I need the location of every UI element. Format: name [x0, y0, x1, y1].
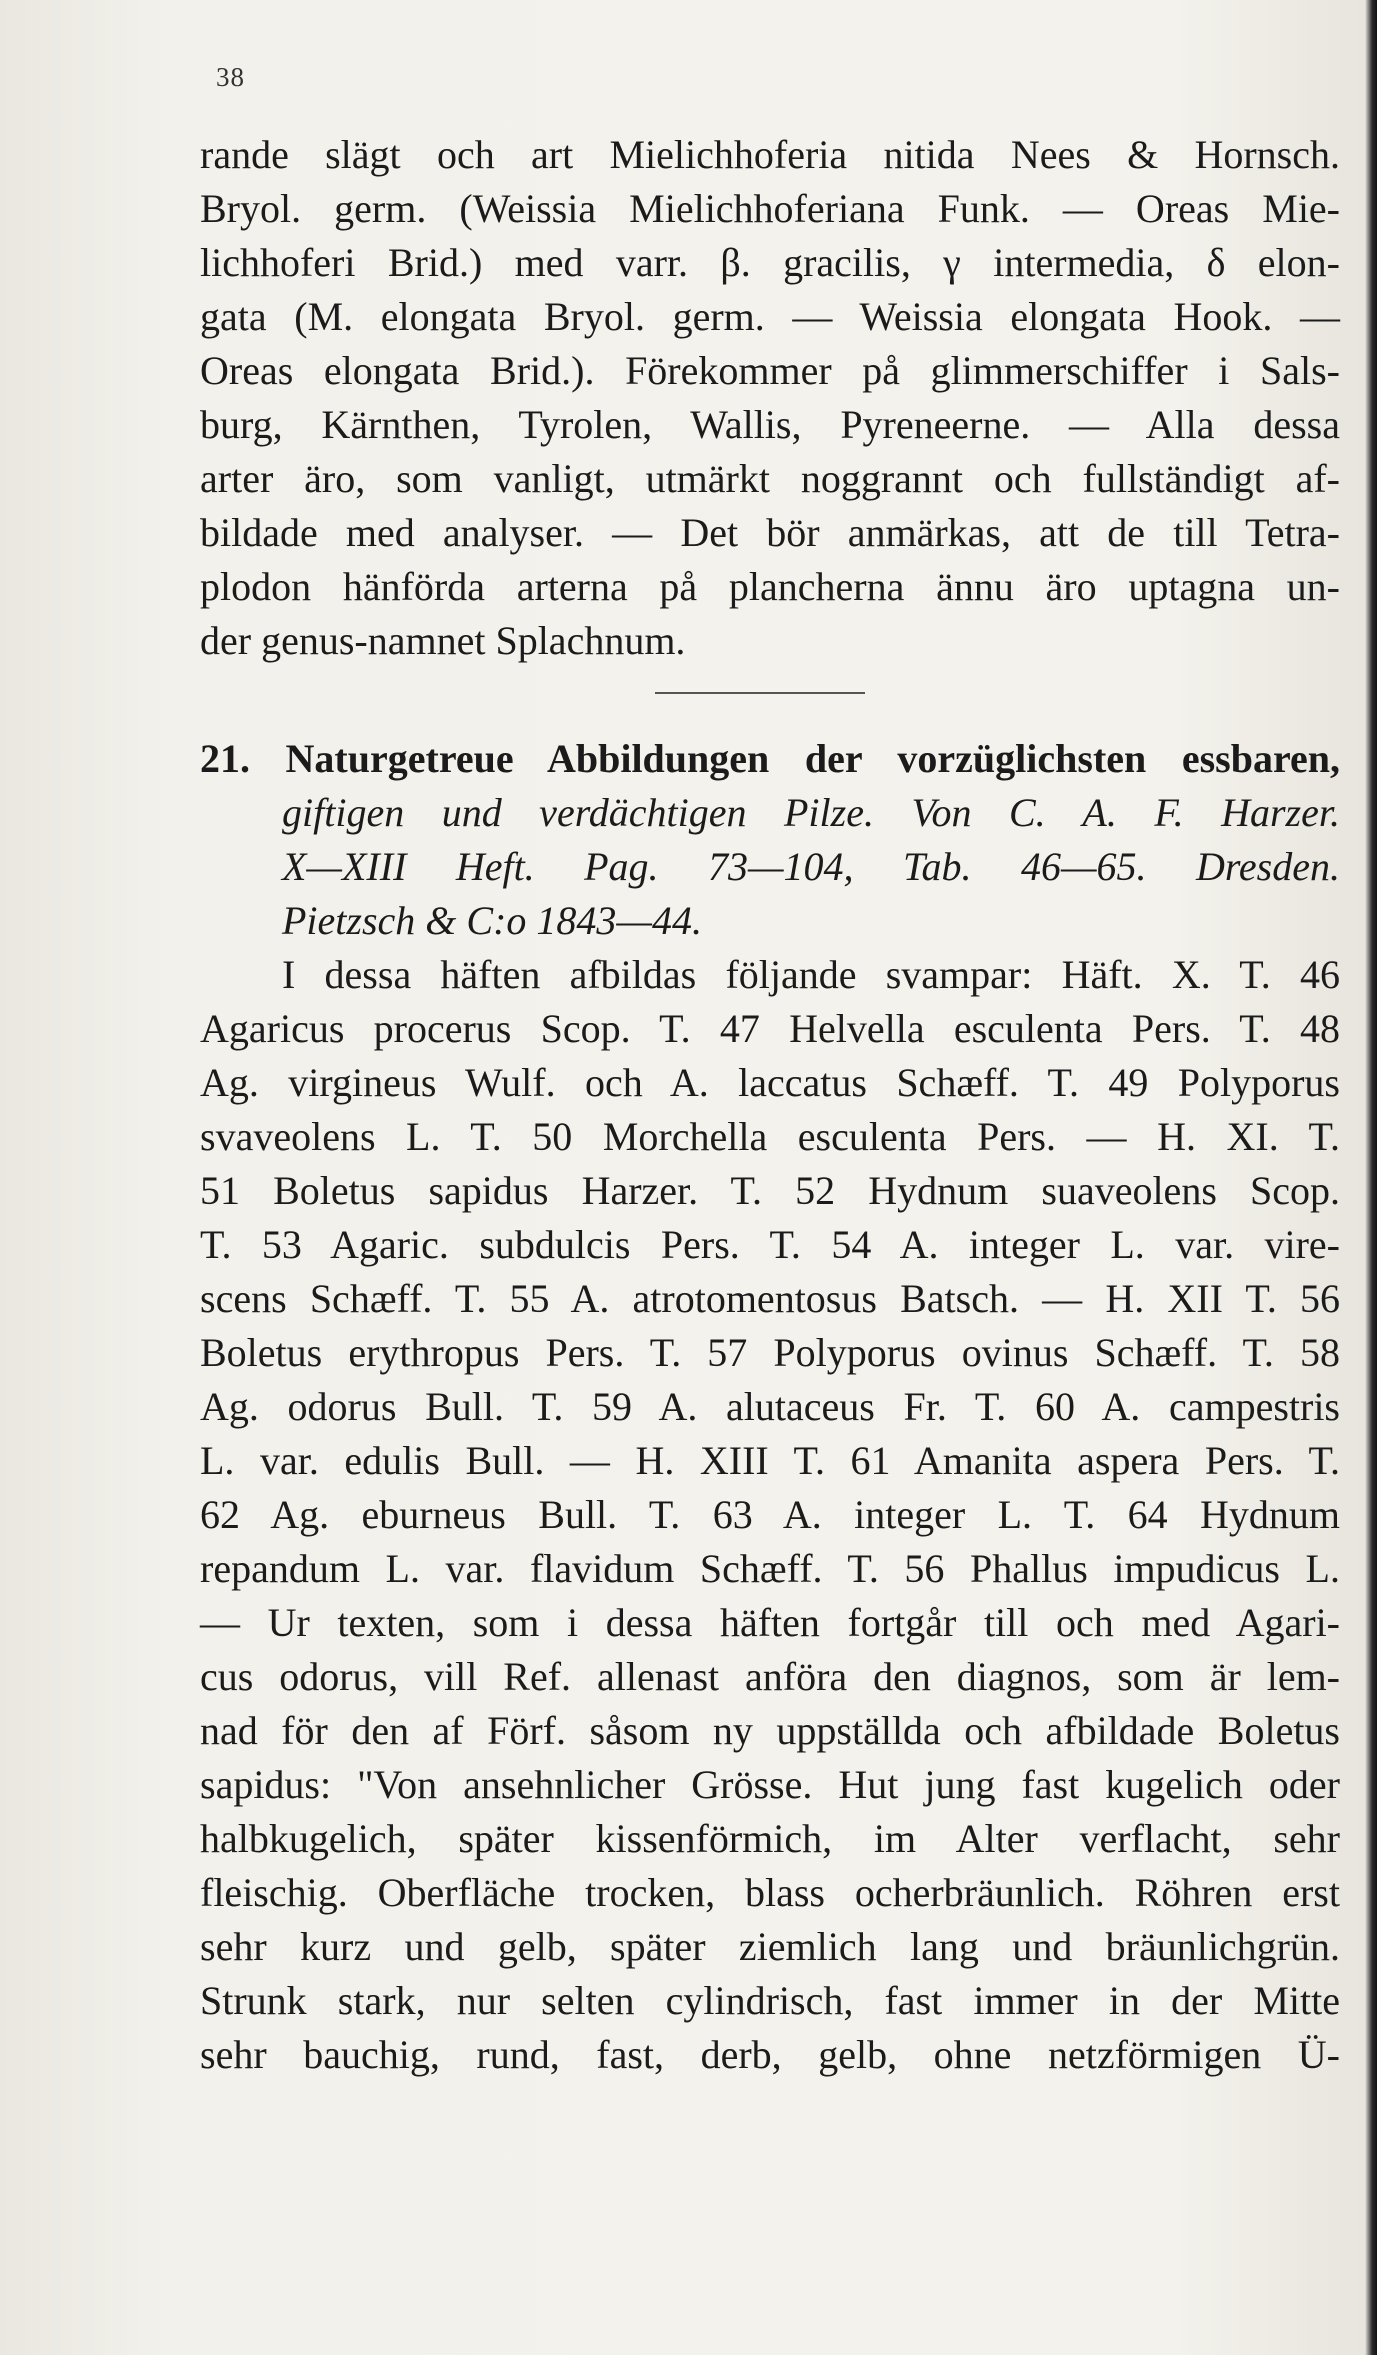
text-line: Oreas elongata Brid.). Förekommer på glimmerschiffer i Sals- — [200, 348, 1340, 393]
text-line: repandum L. var. flavidum Schæff. T. 56 Phallus impudicus L. — [200, 1546, 1340, 1591]
text-line: halbkugelich, später kissenförmich, im Alter verflacht, sehr — [200, 1816, 1340, 1861]
text-line: Ag. odorus Bull. T. 59 A. alutaceus Fr. T. 60 A. campestris — [200, 1384, 1340, 1429]
page-number: 38 — [216, 62, 245, 92]
section-gap — [200, 668, 1340, 732]
text-line: I dessa häften afbildas följande svampar: Häft. X. T. 46 — [282, 952, 1340, 997]
text-line: cus odorus, vill Ref. allenast anföra den diagnos, som är lem- — [200, 1654, 1340, 1699]
text-line: Strunk stark, nur selten cylindrisch, fast immer in der Mitte — [200, 1978, 1340, 2023]
page-edge-shadow — [1365, 0, 1377, 2355]
text-line: Boletus erythropus Pers. T. 57 Polyporus ovinus Schæff. T. 58 — [200, 1330, 1340, 1375]
text-line: der genus-namnet Splachnum. — [200, 618, 686, 663]
text-line: arter äro, som vanligt, utmärkt noggrannt och fullständigt af- — [200, 456, 1340, 501]
text-block — [200, 128, 1340, 2082]
paragraph-moss — [200, 128, 1340, 668]
entry-heading-line: 21. Naturgetreue Abbildungen der vorzüglichsten essbaren, — [200, 736, 1340, 781]
text-line: L. var. edulis Bull. — H. XIII T. 61 Amanita aspera Pers. T. — [200, 1438, 1340, 1483]
text-line: Bryol. germ. (Weissia Mielichhoferiana Funk. — Oreas Mie- — [200, 186, 1340, 231]
entry-heading-line: giftigen und verdächtigen Pilze. Von C. A. F. Harzer. — [282, 790, 1340, 835]
text-line: svaveolens L. T. 50 Morchella esculenta Pers. — H. XI. T. — [200, 1114, 1340, 1159]
text-line: gata (M. elongata Bryol. germ. — Weissia elongata Hook. — — [200, 294, 1340, 339]
text-line: bildade med analyser. — Det bör anmärkas, att de till Tetra- — [200, 510, 1340, 555]
text-line: sapidus: "Von ansehnlicher Grösse. Hut jung fast kugelich oder — [200, 1762, 1340, 1807]
paragraph-fungi — [200, 948, 1340, 2082]
entry-heading-line: X—XIII Heft. Pag. 73—104, Tab. 46—65. Dresden. — [282, 844, 1340, 889]
section-divider — [655, 692, 865, 694]
entry-heading-line: Pietzsch & C:o 1843—44. — [282, 898, 702, 943]
entry-21 — [200, 732, 1340, 948]
text-line: 51 Boletus sapidus Harzer. T. 52 Hydnum suaveolens Scop. — [200, 1168, 1340, 1213]
text-line: Agaricus procerus Scop. T. 47 Helvella esculenta Pers. T. 48 — [200, 1006, 1340, 1051]
text-line: T. 53 Agaric. subdulcis Pers. T. 54 A. integer L. var. vire- — [200, 1222, 1340, 1267]
text-line: sehr bauchig, rund, fast, derb, gelb, ohne netzförmigen Ü- — [200, 2032, 1340, 2077]
text-line: — Ur texten, som i dessa häften fortgår till och med Agari- — [200, 1600, 1340, 1645]
text-line: 62 Ag. eburneus Bull. T. 63 A. integer L. T. 64 Hydnum — [200, 1492, 1340, 1537]
text-line: scens Schæff. T. 55 A. atrotomentosus Batsch. — H. XII T. 56 — [200, 1276, 1340, 1321]
text-line: lichhoferi Brid.) med varr. β. gracilis, γ intermedia, δ elon- — [200, 240, 1340, 285]
text-line: burg, Kärnthen, Tyrolen, Wallis, Pyreneerne. — Alla dessa — [200, 402, 1340, 447]
text-line: sehr kurz und gelb, später ziemlich lang und bräunlichgrün. — [200, 1924, 1340, 1969]
text-line: plodon hänförda arterna på plancherna ännu äro uptagna un- — [200, 564, 1340, 609]
text-line: rande slägt och art Mielichhoferia nitida Nees & Hornsch. — [200, 132, 1340, 177]
text-line: Ag. virgineus Wulf. och A. laccatus Schæff. T. 49 Polyporus — [200, 1060, 1340, 1105]
text-line: nad för den af Förf. såsom ny uppställda och afbildade Boletus — [200, 1708, 1340, 1753]
text-line: fleischig. Oberfläche trocken, blass ocherbräunlich. Röhren erst — [200, 1870, 1340, 1915]
